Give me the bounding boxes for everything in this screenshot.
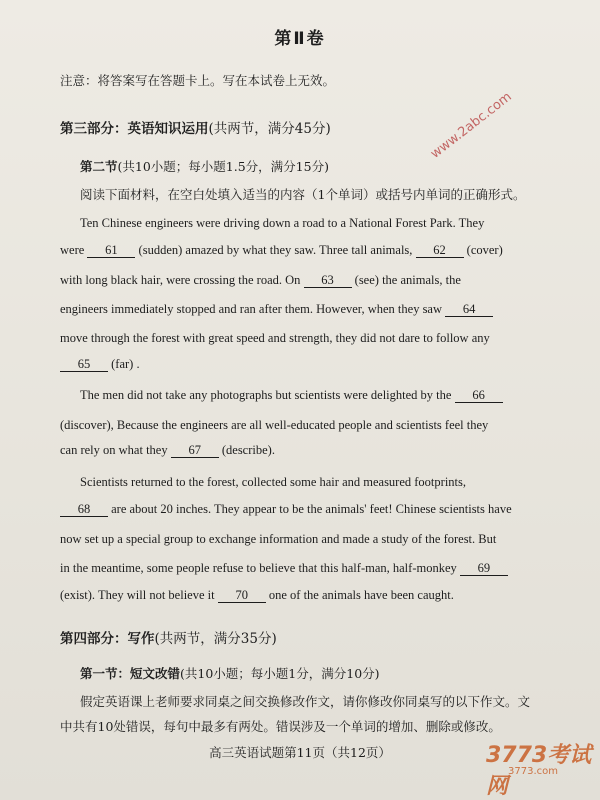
part4-heading: 第四部分：写作(共两节，满分35分) (60, 631, 277, 647)
passage-line: move through the forest with great speed and strength, they did not dare to follow any (60, 331, 490, 345)
part3-heading: 第三部分：英语知识运用(共两节，满分45分) (60, 121, 331, 137)
section2-instruction: 阅读下面材料，在空白处填入适当的内容（1个单词）或括号内单词的正确形式。 (80, 187, 526, 202)
passage-line: engineers immediately stopped and ran after them. However, when they saw 64 (60, 302, 493, 317)
blank-70: 70 (218, 589, 266, 603)
section2-heading: 第二节(共10小题；每小题1.5分，满分15分) (80, 159, 329, 174)
blank-63: 63 (304, 274, 352, 288)
blank-68: 68 (60, 503, 108, 517)
site-logo-watermark: 3773考试网 (486, 743, 592, 799)
passage-line: The men did not take any photographs but scientists were delighted by the 66 (80, 388, 503, 403)
page-title: 第Ⅱ卷 (274, 29, 326, 49)
blank-61: 61 (87, 244, 135, 258)
passage-line: (discover), Because the engineers are all well-educated people and scientists feel they (60, 418, 489, 432)
section1-heading: 第一节：短文改错(共10小题；每小题1分，满分10分) (80, 666, 380, 681)
passage-line: 68 are about 20 inches. They appear to be the animals' feet! Chinese scientists have (60, 502, 512, 517)
answer-note: 注意：将答案写在答题卡上。写在本试卷上无效。 (60, 73, 336, 88)
blank-69: 69 (460, 562, 508, 576)
section1-instruction-line: 假定英语课上老师要求同桌之间交换修改作文，请你修改你同桌写的以下作文。文 (80, 694, 531, 709)
passage-line: Ten Chinese engineers were driving down a road to a National Forest Park. They (80, 216, 485, 230)
section1-instruction-line: 中共有10处错误，每句中最多有两处。错误涉及一个单词的增加、删除或修改。 (60, 719, 501, 734)
passage-line: were 61 (sudden) amazed by what they saw. Three tall animals, 62 (cover) (60, 243, 503, 257)
passage-line: 65 (far) . (60, 357, 140, 372)
blank-67: 67 (171, 444, 219, 458)
passage-line: can rely on what they 67 (describe). (60, 443, 275, 457)
passage-line: Scientists returned to the forest, collected some hair and measured footprints, (80, 475, 466, 489)
diagonal-watermark: www.2abc.com (428, 89, 515, 162)
passage-line: in the meantime, some people refuse to believe that this half-man, half-monkey 69 (60, 561, 508, 576)
passage-line: with long black hair, were crossing the road. On 63 (see) the animals, the (60, 273, 461, 287)
passage-line: (exist). They will not believe it 70 one of the animals have been caught. (60, 588, 454, 602)
blank-66: 66 (455, 389, 503, 403)
blank-64: 64 (445, 303, 493, 317)
blank-62: 62 (416, 244, 464, 258)
site-url-watermark: 3773.com (508, 766, 558, 777)
passage-line: now set up a special group to exchange information and made a study of the forest. But (60, 532, 497, 546)
blank-65: 65 (60, 358, 108, 372)
page-footer: 高三英语试题第11页（共12页） (209, 745, 391, 760)
